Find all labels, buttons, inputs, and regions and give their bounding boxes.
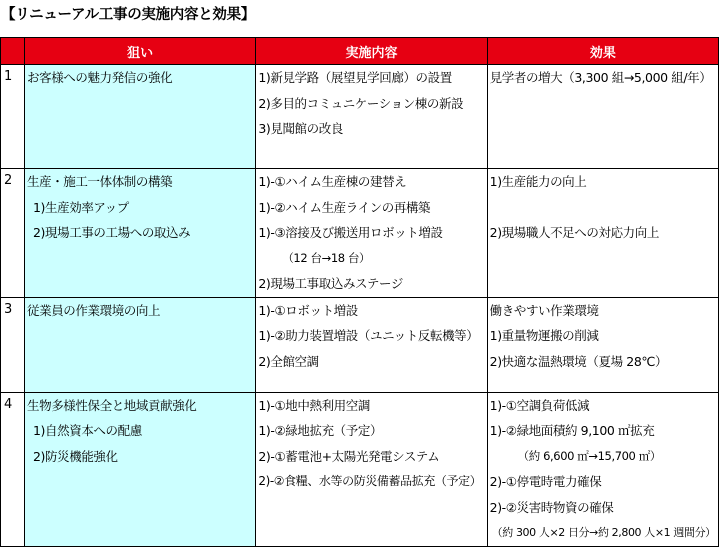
effect-text: （約 6,600 ㎡→15,700 ㎡） bbox=[517, 448, 661, 463]
action-text: 1)-②助力装置増設（ユニット反転機等） bbox=[258, 328, 479, 343]
action-text: 1)-②ハイム生産ラインの再構築 bbox=[258, 199, 431, 215]
action-cell bbox=[256, 169, 487, 298]
effect-text: 見学者の増大（3,300 組→5,000 組/年） bbox=[489, 70, 712, 85]
effect-text: 1)重量物運搬の削減 bbox=[489, 328, 599, 343]
action-text: 1)-①ロボット増設 bbox=[258, 302, 358, 318]
action-cell bbox=[256, 65, 487, 169]
aim-text: 生物多様性保全と地域貢献強化 bbox=[27, 397, 197, 413]
aim-cell bbox=[25, 297, 256, 392]
aim-cell bbox=[25, 392, 256, 546]
table-row bbox=[1, 297, 719, 392]
action-text: 1)-③溶接及び搬送用ロボット増設 bbox=[258, 225, 443, 240]
aim-cell bbox=[25, 65, 256, 169]
header-row bbox=[1, 38, 719, 65]
aim-text: 2)現場工事の工場への取込み bbox=[33, 225, 191, 240]
aim-text: お客様への魅力発信の強化 bbox=[27, 70, 173, 85]
aim-text: 生産・施工一体体制の構築 bbox=[27, 174, 173, 189]
action-text: 1)-②緑地拡充（予定） bbox=[258, 423, 383, 438]
table-row bbox=[1, 65, 719, 169]
effect-cell bbox=[487, 392, 718, 546]
effect-text: 働きやすい作業環境 bbox=[489, 302, 599, 318]
effect-text: 2)快適な温熱環境（夏場 28℃） bbox=[489, 353, 668, 369]
row-number: 4 bbox=[1, 392, 25, 546]
action-text: 2)全館空調 bbox=[258, 353, 319, 369]
row-number: 3 bbox=[1, 297, 25, 392]
header-aim: 狙い bbox=[25, 38, 256, 65]
effect-text: 1)生産能力の向上 bbox=[489, 174, 587, 189]
table-row bbox=[1, 169, 719, 298]
aim-text: 1)自然資本への配慮 bbox=[33, 423, 142, 438]
effect-cell bbox=[487, 169, 718, 298]
action-text: 1)新見学路（展望見学回廊）の設置 bbox=[258, 70, 452, 85]
effect-cell bbox=[487, 65, 718, 169]
effect-text: （約 300 人×2 日分→約 2,800 人×1 週間分） bbox=[491, 526, 716, 539]
action-text: 1)-①ハイム生産棟の建替え bbox=[258, 174, 407, 189]
header-num bbox=[1, 38, 25, 65]
aim-text: 2)防災機能強化 bbox=[33, 448, 118, 464]
row-number: 1 bbox=[1, 65, 25, 169]
effect-text bbox=[488, 195, 718, 221]
effect-text: 2)現場職人不足への対応力向上 bbox=[489, 225, 659, 240]
aim-text: 1)生産効率アップ bbox=[33, 199, 129, 215]
action-text: 2)現場工事取込みステージ bbox=[258, 276, 403, 291]
action-text: 2)-②食糧、水等の防災備蓄品拡充（予定） bbox=[258, 474, 482, 488]
effect-text: 1)-①空調負荷低減 bbox=[489, 397, 590, 413]
action-text: 2)-①蓄電池+太陽光発電システム bbox=[258, 448, 440, 464]
renewal-table bbox=[0, 37, 719, 547]
aim-cell bbox=[25, 169, 256, 298]
action-text: （12 台→18 台） bbox=[282, 250, 371, 265]
action-text: 3)見聞館の改良 bbox=[258, 121, 343, 136]
action-text: 2)多目的コミュニケーション棟の新設 bbox=[258, 95, 464, 111]
effect-text: 1)-②緑地面積約 9,100 ㎡拡充 bbox=[489, 423, 655, 438]
effect-cell bbox=[487, 297, 718, 392]
action-text: 1)-①地中熱利用空調 bbox=[258, 397, 370, 413]
page-title: 【リニューアル工事の実施内容と効果】 bbox=[1, 7, 256, 23]
header-effect: 効果 bbox=[487, 38, 718, 65]
table-row bbox=[1, 392, 719, 546]
action-cell bbox=[256, 392, 487, 546]
action-cell bbox=[256, 297, 487, 392]
effect-text: 2)-②災害時物資の確保 bbox=[489, 499, 614, 515]
effect-text: 2)-①停電時電力確保 bbox=[489, 474, 602, 489]
aim-text: 従業員の作業環境の向上 bbox=[27, 302, 161, 318]
row-number: 2 bbox=[1, 169, 25, 298]
header-action: 実施内容 bbox=[256, 38, 487, 65]
